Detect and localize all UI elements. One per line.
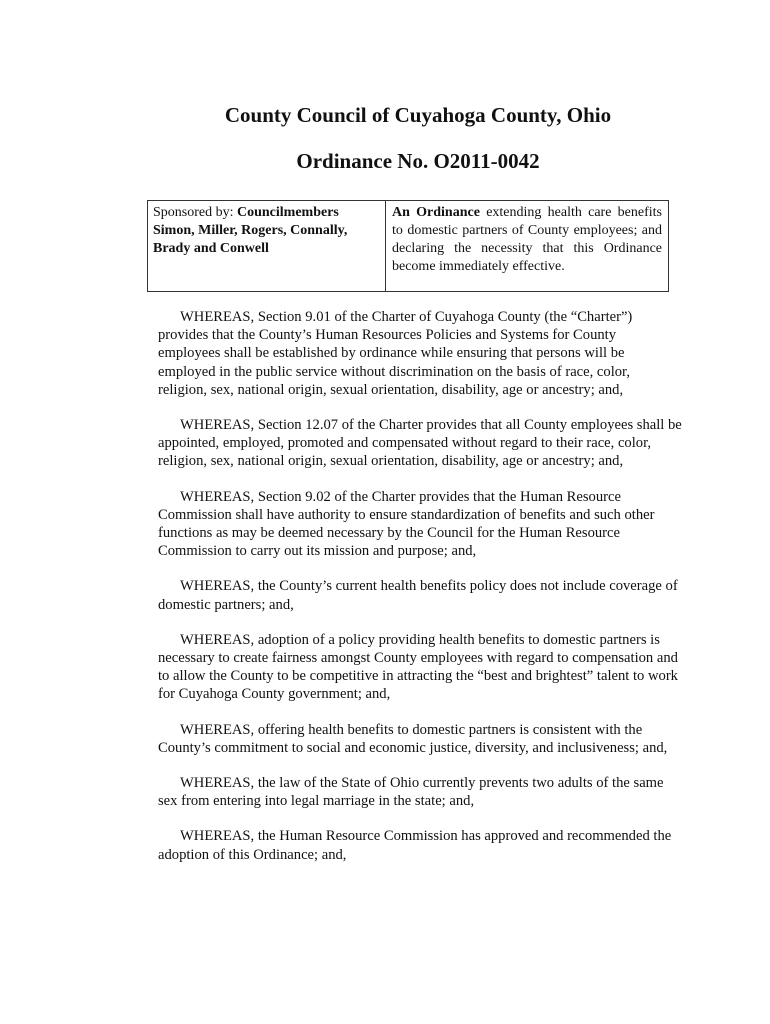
whereas-clause: WHEREAS, Section 9.02 of the Charter provides that the Human Resource Commission shall have authority to ensure standardization of benefits and such other functions as may be deemed necessary by the Council for the Human Resource Commission to carry out its mission and purpose; and, bbox=[158, 488, 655, 560]
sponsor-summary-table bbox=[147, 200, 669, 292]
whereas-clause: WHEREAS, Section 9.01 of the Charter of Cuyahoga County (the “Charter”) provides that the County’s Human Resources Policies and Systems for County employees shall be established by ordinance while ensuring that persons will be employed in the public service without discrimination on the basis of race, color, religion, sex, national origin, sexual orientation, disability, age or ancestry; and, bbox=[158, 309, 633, 398]
whereas-clause: WHEREAS, the County’s current health benefits policy does not include coverage of domestic partners; and, bbox=[158, 578, 678, 613]
whereas-clause: WHEREAS, Section 12.07 of the Charter provides that all County employees shall be appointed, employed, promoted and compensated without regard to their race, color, religion, sex, national origin, sexual orientation, disability, age or ancestry; and, bbox=[158, 417, 682, 470]
ordinance-number: Ordinance No. O2011-0042 bbox=[296, 149, 540, 173]
whereas-section bbox=[158, 308, 682, 881]
summary-lead: An Ordinance bbox=[392, 205, 480, 220]
sponsor-cell bbox=[148, 201, 386, 291]
sponsor-names: Councilmembers Simon, Miller, Rogers, Connally, Brady and Conwell bbox=[153, 205, 348, 256]
whereas-clause: WHEREAS, the law of the State of Ohio currently prevents two adults of the same sex from entering into legal marriage in the state; and, bbox=[158, 775, 664, 810]
summary-cell bbox=[386, 201, 668, 291]
sponsor-prefix: Sponsored by: bbox=[153, 205, 237, 220]
summary-text: extending health care benefits to domestic partners of County employees; and declaring the necessity that this Ordinance become immediately effective. bbox=[392, 205, 662, 274]
whereas-clause: WHEREAS, adoption of a policy providing health benefits to domestic partners is necessary to create fairness amongst County employees with regard to compensation and to allow the County to be competitive in attracting the “best and brightest” talent to work for Cuyahoga County government; and, bbox=[158, 631, 678, 703]
document-title: County Council of Cuyahoga County, Ohio bbox=[224, 103, 612, 127]
whereas-clause: WHEREAS, the Human Resource Commission has approved and recommended the adoption of this Ordinance; and, bbox=[158, 828, 672, 863]
whereas-clause: WHEREAS, offering health benefits to domestic partners is consistent with the County’s commitment to social and economic justice, diversity, and inclusiveness; and, bbox=[158, 721, 668, 756]
